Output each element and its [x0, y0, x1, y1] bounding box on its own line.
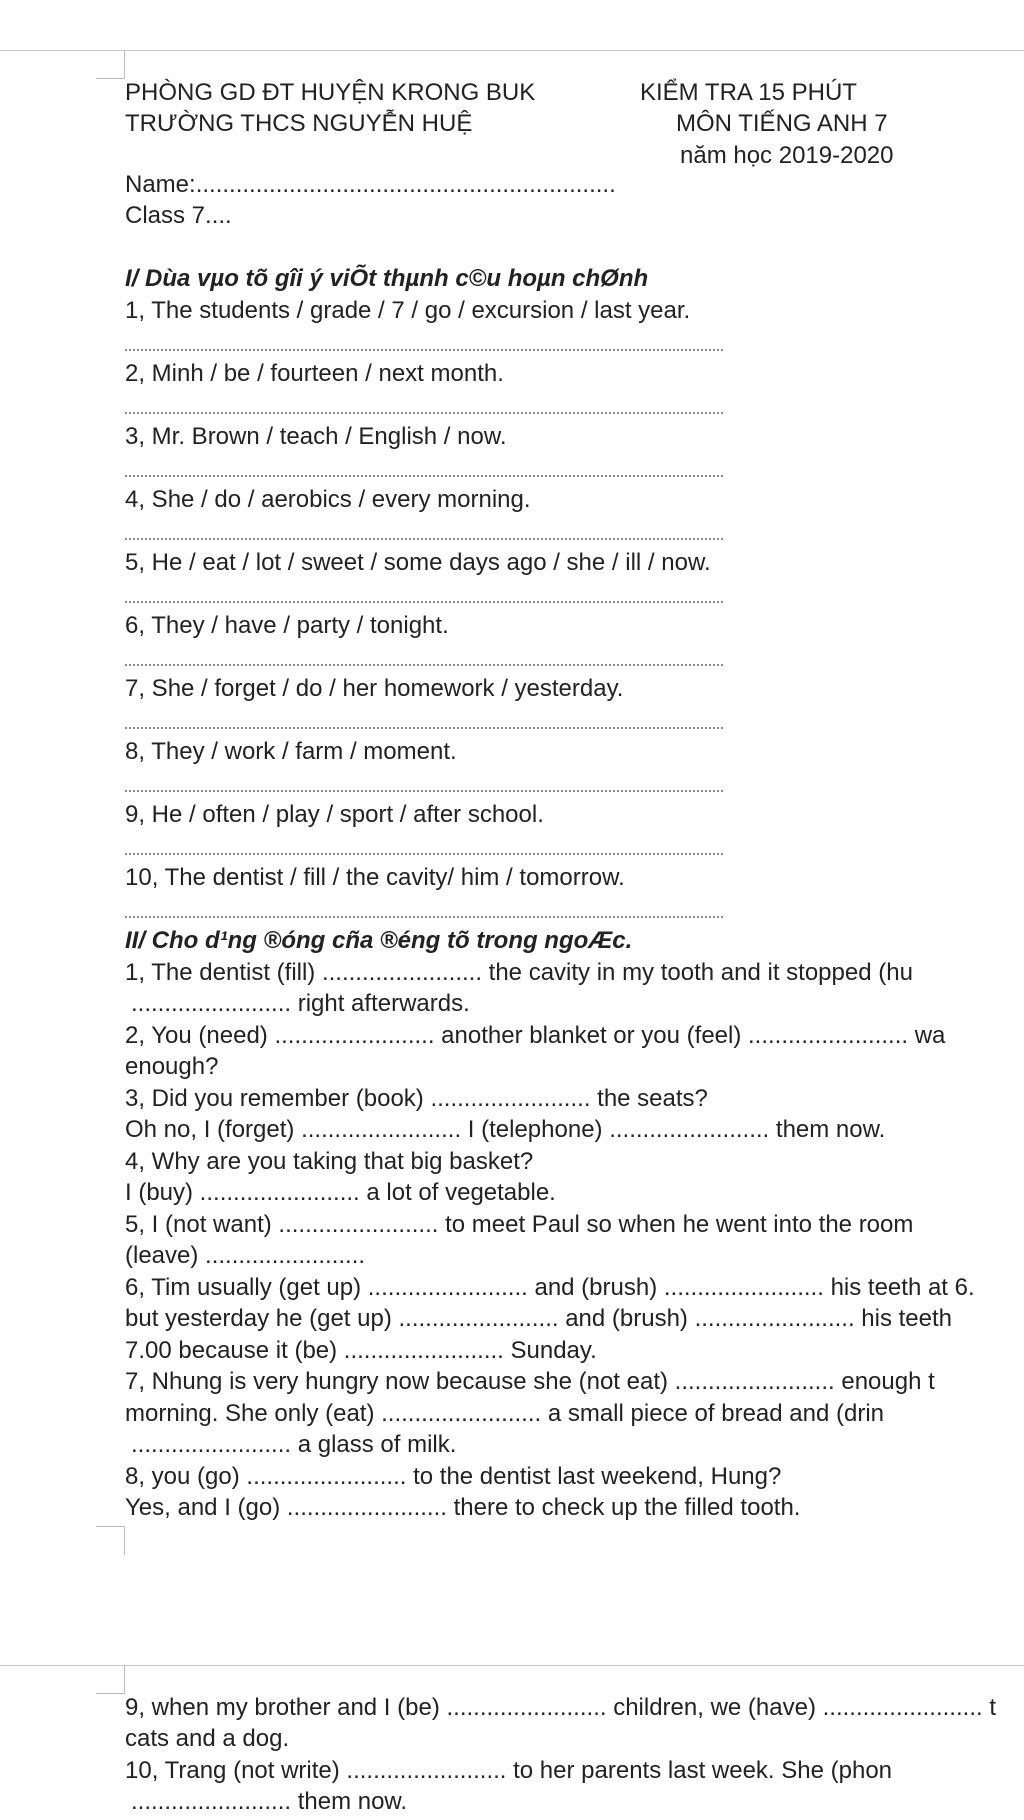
- section2-line: cats and a dog.: [125, 1725, 290, 1752]
- section1-item: 8, They / work / farm / moment.: [125, 738, 457, 765]
- section2-line: I (buy) ........................ a lot of vegetable.: [125, 1179, 556, 1206]
- section2-line: 5, I (not want) ........................ to meet Paul so when he went into the room: [125, 1211, 914, 1238]
- class-field-label: Class 7....: [125, 202, 232, 229]
- margin-corner-mark: [96, 1665, 125, 1694]
- answer-line: [125, 412, 723, 414]
- section1-item: 9, He / often / play / sport / after school.: [125, 801, 544, 828]
- section1-item: 5, He / eat / lot / sweet / some days ago / she / ill / now.: [125, 549, 711, 576]
- section1-item: 7, She / forget / do / her homework / yesterday.: [125, 675, 624, 702]
- section2-line: morning. She only (eat) ........................ a small piece of bread and (drin: [125, 1400, 885, 1427]
- section2-line: Oh no, I (forget) ........................ I (telephone) ........................ them now.: [125, 1116, 886, 1143]
- section2-line: (leave) ........................: [125, 1242, 366, 1269]
- name-field-label: Name:...............................................................: [125, 171, 616, 198]
- section2-line: 3, Did you remember (book) ........................ the seats?: [125, 1085, 708, 1112]
- section2-line: 10, Trang (not write) ........................ to her parents last week. She (phon: [125, 1757, 893, 1784]
- answer-line: [125, 664, 723, 666]
- section2-line: ........................ right afterwards.: [131, 990, 470, 1017]
- margin-corner-mark: [96, 50, 125, 79]
- answer-line: [125, 349, 723, 351]
- section2-line: 7.00 because it (be) ........................ Sunday.: [125, 1337, 597, 1364]
- answer-line: [125, 916, 723, 918]
- header-left-line2: TRƯỜNG THCS NGUYỄN HUỆ: [125, 110, 473, 137]
- answer-line: [125, 475, 723, 477]
- section2-line: ........................ a glass of milk.: [131, 1431, 457, 1458]
- section1-item: 3, Mr. Brown / teach / English / now.: [125, 423, 507, 450]
- answer-line: [125, 601, 723, 603]
- section2-line: 6, Tim usually (get up) ........................ and (brush) ........................ his teeth at 6.: [125, 1274, 975, 1301]
- section2-line: 7, Nhung is very hungry now because she (not eat) ........................ enough t: [125, 1368, 935, 1395]
- section2-line: 9, when my brother and I (be) ........................ children, we (have) ........................ t: [125, 1694, 996, 1721]
- answer-line: [125, 727, 723, 729]
- section1-item: 10, The dentist / fill / the cavity/ him / tomorrow.: [125, 864, 625, 891]
- header-right-line2: MÔN TIẾNG ANH 7: [676, 110, 888, 137]
- section2-title: II/ Cho d¹ng ®óng cña ®éng tõ trong ngoÆc.: [125, 927, 633, 954]
- section2-line: 2, You (need) ........................ another blanket or you (feel) ........................ wa: [125, 1022, 946, 1049]
- section2-line: but yesterday he (get up) ........................ and (brush) ........................ his teeth: [125, 1305, 953, 1332]
- section1-title: I/ Dùa vµo tõ gîi ý viÕt thµnh c©u hoµn chØnh: [125, 265, 649, 292]
- section2-line: 4, Why are you taking that big basket?: [125, 1148, 534, 1175]
- page-break-rule: [0, 1665, 1024, 1666]
- section2-line: ........................ them now.: [131, 1788, 408, 1815]
- answer-line: [125, 853, 723, 855]
- answer-line: [125, 538, 723, 540]
- page-top-rule: [0, 50, 1024, 51]
- section2-line: 8, you (go) ........................ to the dentist last weekend, Hung?: [125, 1463, 782, 1490]
- section1-item: 6, They / have / party / tonight.: [125, 612, 449, 639]
- header-right-line3: năm học 2019-2020: [680, 142, 894, 169]
- section1-item: 2, Minh / be / fourteen / next month.: [125, 360, 504, 387]
- header-right-line1: KIỂM TRA 15 PHÚT: [640, 79, 857, 106]
- answer-line: [125, 790, 723, 792]
- header-left-line1: PHÒNG GD ĐT HUYỆN KRONG BUK: [125, 79, 536, 106]
- section1-item: 4, She / do / aerobics / every morning.: [125, 486, 531, 513]
- section2-line: 1, The dentist (fill) ........................ the cavity in my tooth and it stopped (hu: [125, 959, 913, 986]
- section2-line: enough?: [125, 1053, 219, 1080]
- section2-line: Yes, and I (go) ........................ there to check up the filled tooth.: [125, 1494, 801, 1521]
- margin-corner-mark: [96, 1526, 125, 1555]
- section1-item: 1, The students / grade / 7 / go / excursion / last year.: [125, 297, 691, 324]
